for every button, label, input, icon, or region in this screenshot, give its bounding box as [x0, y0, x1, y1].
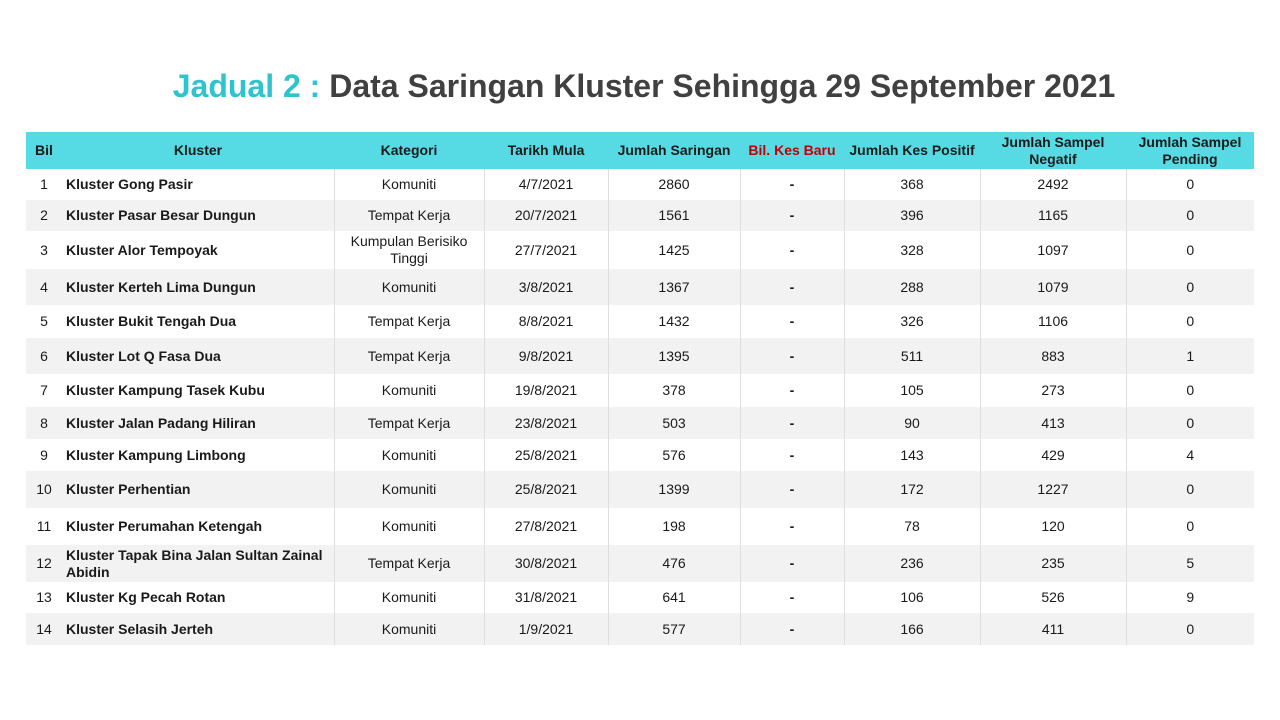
table-body: [26, 169, 1254, 645]
cell-kategori: Komuniti: [334, 582, 484, 613]
cell-jumlah-sampel-pending: 5: [1126, 545, 1254, 582]
cell-tarikh-mula: 31/8/2021: [484, 582, 608, 613]
cell-jumlah-saringan: 577: [608, 613, 740, 645]
cell-jumlah-kes-positif: 105: [844, 374, 980, 407]
cell-kluster: Kluster Jalan Padang Hiliran: [62, 407, 334, 439]
cell-jumlah-sampel-negatif: 526: [980, 582, 1126, 613]
cell-tarikh-mula: 8/8/2021: [484, 305, 608, 338]
cell-jumlah-saringan: 1395: [608, 338, 740, 374]
cell-jumlah-kes-positif: 166: [844, 613, 980, 645]
table-row: [26, 471, 1254, 508]
cell-bil-kes-baru: -: [740, 439, 844, 471]
table-row: [26, 200, 1254, 231]
cell-bil-kes-baru: -: [740, 269, 844, 305]
table-row: [26, 582, 1254, 613]
cell-jumlah-sampel-negatif: 1106: [980, 305, 1126, 338]
cell-tarikh-mula: 20/7/2021: [484, 200, 608, 231]
cell-jumlah-kes-positif: 90: [844, 407, 980, 439]
cell-jumlah-sampel-pending: 0: [1126, 407, 1254, 439]
page-title: [0, 64, 1280, 108]
cell-kluster: Kluster Gong Pasir: [62, 169, 334, 200]
cell-bil-kes-baru: -: [740, 508, 844, 545]
cell-jumlah-kes-positif: 326: [844, 305, 980, 338]
cell-jumlah-sampel-pending: 4: [1126, 439, 1254, 471]
cell-tarikh-mula: 4/7/2021: [484, 169, 608, 200]
cell-tarikh-mula: 1/9/2021: [484, 613, 608, 645]
cell-jumlah-sampel-negatif: 411: [980, 613, 1126, 645]
table-header: [26, 132, 1254, 169]
header-jumlah-kes-positif: Jumlah Kes Positif: [844, 132, 980, 169]
table-row: [26, 269, 1254, 305]
cell-kluster: Kluster Bukit Tengah Dua: [62, 305, 334, 338]
cell-kategori: Tempat Kerja: [334, 407, 484, 439]
cell-kategori: Komuniti: [334, 169, 484, 200]
cell-bil: 1: [26, 169, 62, 200]
cell-jumlah-kes-positif: 511: [844, 338, 980, 374]
cell-jumlah-kes-positif: 106: [844, 582, 980, 613]
cell-jumlah-kes-positif: 78: [844, 508, 980, 545]
cell-jumlah-sampel-negatif: 120: [980, 508, 1126, 545]
header-tarikh-mula: Tarikh Mula: [484, 132, 608, 169]
cell-bil-kes-baru: -: [740, 338, 844, 374]
cell-jumlah-saringan: 1367: [608, 269, 740, 305]
cell-tarikh-mula: 25/8/2021: [484, 471, 608, 508]
cell-tarikh-mula: 3/8/2021: [484, 269, 608, 305]
cell-kluster: Kluster Kampung Tasek Kubu: [62, 374, 334, 407]
header-jumlah-sampel-pending: Jumlah Sampel Pending: [1126, 132, 1254, 169]
cell-bil: 3: [26, 231, 62, 269]
cell-kategori: Tempat Kerja: [334, 200, 484, 231]
cell-kategori: Komuniti: [334, 508, 484, 545]
cell-bil: 9: [26, 439, 62, 471]
table-row: [26, 231, 1254, 269]
cell-jumlah-sampel-pending: 0: [1126, 200, 1254, 231]
cell-bil-kes-baru: -: [740, 374, 844, 407]
cell-jumlah-saringan: 1425: [608, 231, 740, 269]
cell-kluster: Kluster Selasih Jerteh: [62, 613, 334, 645]
cell-kategori: Komuniti: [334, 471, 484, 508]
table-row: [26, 338, 1254, 374]
cell-jumlah-sampel-pending: 0: [1126, 613, 1254, 645]
table-row: [26, 305, 1254, 338]
cell-jumlah-saringan: 576: [608, 439, 740, 471]
cell-jumlah-sampel-negatif: 1097: [980, 231, 1126, 269]
cell-jumlah-saringan: 1561: [608, 200, 740, 231]
cell-bil-kes-baru: -: [740, 582, 844, 613]
table-row: [26, 407, 1254, 439]
cell-kategori: Komuniti: [334, 374, 484, 407]
header-jumlah-sampel-negatif: Jumlah Sampel Negatif: [980, 132, 1126, 169]
cell-jumlah-sampel-negatif: 413: [980, 407, 1126, 439]
title-main: Data Saringan Kluster Sehingga 29 September 2021: [329, 68, 1116, 104]
cell-bil-kes-baru: -: [740, 545, 844, 582]
cell-jumlah-sampel-pending: 0: [1126, 269, 1254, 305]
cell-kluster: Kluster Lot Q Fasa Dua: [62, 338, 334, 374]
cell-bil: 5: [26, 305, 62, 338]
cell-kluster: Kluster Pasar Besar Dungun: [62, 200, 334, 231]
cell-bil: 12: [26, 545, 62, 582]
cell-jumlah-sampel-pending: 0: [1126, 305, 1254, 338]
header-kluster: Kluster: [62, 132, 334, 169]
cell-kategori: Kumpulan Berisiko Tinggi: [334, 231, 484, 269]
cell-jumlah-kes-positif: 288: [844, 269, 980, 305]
cell-bil: 13: [26, 582, 62, 613]
cell-jumlah-sampel-pending: 0: [1126, 169, 1254, 200]
header-kategori: Kategori: [334, 132, 484, 169]
cell-jumlah-kes-positif: 328: [844, 231, 980, 269]
cell-jumlah-sampel-pending: 0: [1126, 374, 1254, 407]
cell-jumlah-kes-positif: 236: [844, 545, 980, 582]
cell-tarikh-mula: 23/8/2021: [484, 407, 608, 439]
cell-kategori: Tempat Kerja: [334, 338, 484, 374]
cell-kategori: Tempat Kerja: [334, 305, 484, 338]
cell-jumlah-sampel-negatif: 235: [980, 545, 1126, 582]
cell-bil: 14: [26, 613, 62, 645]
cell-kluster: Kluster Perumahan Ketengah: [62, 508, 334, 545]
cell-jumlah-sampel-negatif: 883: [980, 338, 1126, 374]
cell-bil: 7: [26, 374, 62, 407]
cell-tarikh-mula: 9/8/2021: [484, 338, 608, 374]
cell-tarikh-mula: 27/8/2021: [484, 508, 608, 545]
cell-bil-kes-baru: -: [740, 471, 844, 508]
table-row: [26, 613, 1254, 645]
cell-tarikh-mula: 19/8/2021: [484, 374, 608, 407]
cell-kluster: Kluster Kampung Limbong: [62, 439, 334, 471]
header-jumlah-saringan: Jumlah Saringan: [608, 132, 740, 169]
cell-jumlah-kes-positif: 368: [844, 169, 980, 200]
header-row: [26, 132, 1254, 169]
cell-jumlah-sampel-negatif: 273: [980, 374, 1126, 407]
cell-jumlah-saringan: 2860: [608, 169, 740, 200]
cell-kluster: Kluster Tapak Bina Jalan Sultan Zainal Abidin: [62, 545, 334, 582]
header-bil: Bil: [26, 132, 62, 169]
cell-bil: 4: [26, 269, 62, 305]
cell-bil-kes-baru: -: [740, 231, 844, 269]
cell-jumlah-saringan: 378: [608, 374, 740, 407]
cluster-table: [26, 132, 1254, 645]
table-row: [26, 439, 1254, 471]
cell-jumlah-sampel-negatif: 1227: [980, 471, 1126, 508]
cell-kategori: Komuniti: [334, 439, 484, 471]
cell-bil: 2: [26, 200, 62, 231]
table-row: [26, 169, 1254, 200]
table-row: [26, 545, 1254, 582]
cell-kategori: Komuniti: [334, 613, 484, 645]
table-row: [26, 508, 1254, 545]
table-row: [26, 374, 1254, 407]
cell-bil-kes-baru: -: [740, 305, 844, 338]
cell-jumlah-saringan: 476: [608, 545, 740, 582]
cell-tarikh-mula: 27/7/2021: [484, 231, 608, 269]
cell-bil-kes-baru: -: [740, 200, 844, 231]
cell-bil: 11: [26, 508, 62, 545]
cell-jumlah-sampel-negatif: 1165: [980, 200, 1126, 231]
header-bil-kes-baru: Bil. Kes Baru: [740, 132, 844, 169]
cell-jumlah-saringan: 503: [608, 407, 740, 439]
cell-jumlah-kes-positif: 143: [844, 439, 980, 471]
cell-jumlah-sampel-negatif: 2492: [980, 169, 1126, 200]
cell-kluster: Kluster Kerteh Lima Dungun: [62, 269, 334, 305]
cell-jumlah-sampel-negatif: 1079: [980, 269, 1126, 305]
cell-bil-kes-baru: -: [740, 169, 844, 200]
cell-kluster: Kluster Kg Pecah Rotan: [62, 582, 334, 613]
cell-bil-kes-baru: -: [740, 407, 844, 439]
cell-bil: 8: [26, 407, 62, 439]
cell-jumlah-sampel-pending: 9: [1126, 582, 1254, 613]
cell-tarikh-mula: 25/8/2021: [484, 439, 608, 471]
cell-jumlah-saringan: 1432: [608, 305, 740, 338]
cell-jumlah-kes-positif: 172: [844, 471, 980, 508]
cell-jumlah-saringan: 198: [608, 508, 740, 545]
cell-jumlah-sampel-pending: 0: [1126, 231, 1254, 269]
title-prefix: Jadual 2 :: [172, 68, 321, 104]
cell-jumlah-sampel-pending: 0: [1126, 508, 1254, 545]
cell-kluster: Kluster Perhentian: [62, 471, 334, 508]
cell-jumlah-sampel-pending: 1: [1126, 338, 1254, 374]
cell-bil: 6: [26, 338, 62, 374]
cell-bil-kes-baru: -: [740, 613, 844, 645]
cell-jumlah-saringan: 641: [608, 582, 740, 613]
cell-jumlah-sampel-pending: 0: [1126, 471, 1254, 508]
cell-jumlah-saringan: 1399: [608, 471, 740, 508]
cell-jumlah-sampel-negatif: 429: [980, 439, 1126, 471]
cell-kategori: Komuniti: [334, 269, 484, 305]
cell-tarikh-mula: 30/8/2021: [484, 545, 608, 582]
cell-jumlah-kes-positif: 396: [844, 200, 980, 231]
cell-bil: 10: [26, 471, 62, 508]
cell-kategori: Tempat Kerja: [334, 545, 484, 582]
cell-kluster: Kluster Alor Tempoyak: [62, 231, 334, 269]
